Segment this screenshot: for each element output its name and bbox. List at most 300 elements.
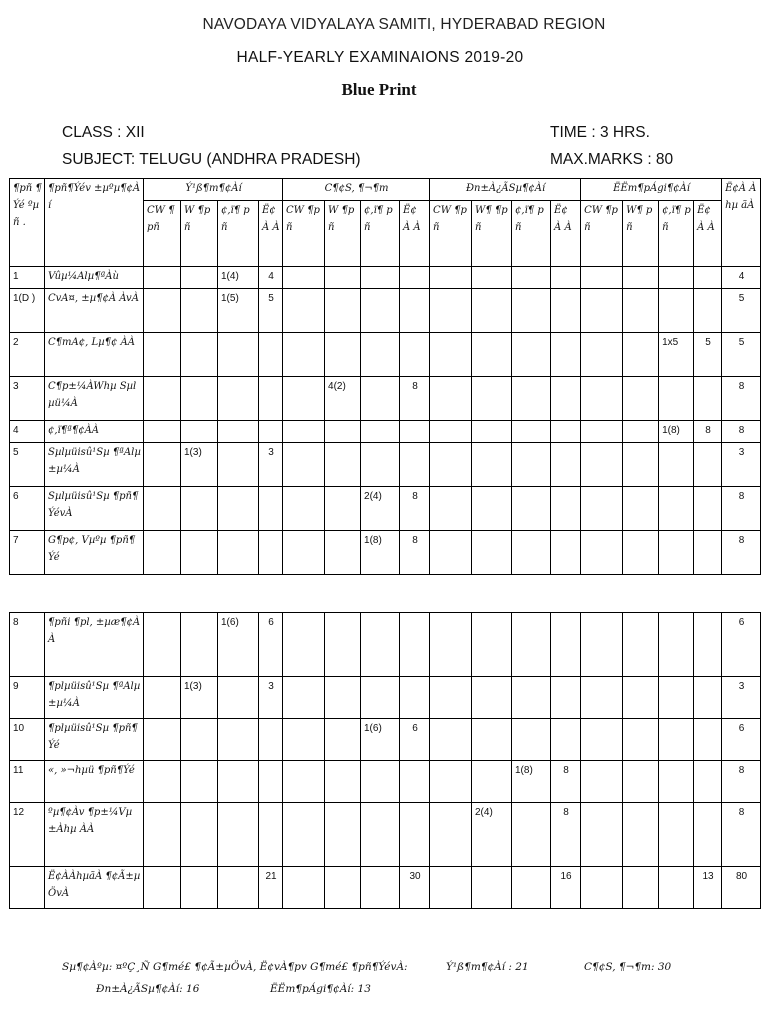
row-cell	[144, 443, 181, 487]
row-sno: 5	[10, 443, 45, 487]
row-cell	[181, 267, 218, 289]
sub-header-g4-c1: CW ¶pñ	[581, 201, 623, 267]
row-cell: 5	[259, 289, 283, 333]
row-cell	[400, 803, 430, 867]
row-unit: ºµ¶¢Àv ¶p±¼Vµ±Àhµ ÀÀ	[45, 803, 144, 867]
row-cell	[430, 421, 472, 443]
col-header-sno: ¶pñ ¶Ýé ºµñ .	[10, 179, 45, 267]
row-cell	[512, 487, 551, 531]
col-header-total: Ë¢À Àhµ ãÀ	[722, 179, 761, 267]
row-total: 3	[722, 443, 761, 487]
row-cell	[659, 761, 694, 803]
row-cell	[283, 487, 325, 531]
row-cell	[472, 421, 512, 443]
sub-header-g3-c4: Ë¢ À À	[551, 201, 581, 267]
row-cell	[400, 677, 430, 719]
row-cell	[400, 443, 430, 487]
row-cell	[430, 267, 472, 289]
row-sno: 3	[10, 377, 45, 421]
row-cell	[361, 377, 400, 421]
row-cell	[472, 487, 512, 531]
row-cell	[623, 613, 659, 677]
row-cell	[512, 531, 551, 575]
row-cell	[144, 377, 181, 421]
row-cell	[551, 613, 581, 677]
sub-header-g1-c4: Ë¢ À À	[259, 201, 283, 267]
row-cell	[472, 267, 512, 289]
row-cell	[361, 867, 400, 909]
sub-header-g2-c3: ¢,ï¶ pñ	[361, 201, 400, 267]
row-cell	[144, 267, 181, 289]
table-row	[10, 267, 761, 289]
row-cell: 13	[694, 867, 722, 909]
row-cell	[581, 531, 623, 575]
row-cell	[325, 677, 361, 719]
row-cell: 6	[400, 719, 430, 761]
row-total: 3	[722, 677, 761, 719]
row-cell	[623, 719, 659, 761]
row-cell	[259, 719, 283, 761]
row-cell: 8	[551, 761, 581, 803]
row-cell	[694, 531, 722, 575]
row-cell	[430, 333, 472, 377]
row-cell	[218, 677, 259, 719]
row-unit: CvA¤, ±µ¶¢À ÀvÀ	[45, 289, 144, 333]
row-cell	[623, 531, 659, 575]
row-cell	[472, 333, 512, 377]
row-cell	[218, 803, 259, 867]
row-cell	[472, 719, 512, 761]
blueprint-table-part2	[9, 612, 761, 909]
row-cell	[430, 531, 472, 575]
row-cell	[659, 531, 694, 575]
row-unit: Ë¢ÀÀhµãÀ ¶¢Ã±µÖvÀ	[45, 867, 144, 909]
row-cell	[400, 289, 430, 333]
row-total: 5	[722, 289, 761, 333]
row-cell	[144, 803, 181, 867]
row-sno: 12	[10, 803, 45, 867]
row-cell	[694, 487, 722, 531]
row-cell	[325, 443, 361, 487]
row-cell: 1(3)	[181, 443, 218, 487]
row-cell: 8	[400, 531, 430, 575]
footer-summary-text: Sµ¶¢Àºµ: ¤ºÇ¸Ñ G¶mé£ ¶¢Ã±µÖvÀ, Ë¢vÀ¶pv G¶mé£ ¶pñ¶ÝévÀ:	[62, 961, 408, 973]
row-cell	[181, 803, 218, 867]
row-cell	[551, 443, 581, 487]
row-cell	[259, 421, 283, 443]
row-cell	[623, 487, 659, 531]
row-total: 4	[722, 267, 761, 289]
table-row	[10, 443, 761, 487]
row-cell	[283, 719, 325, 761]
row-cell	[259, 803, 283, 867]
document-title: Blue Print	[341, 80, 417, 99]
row-cell	[430, 443, 472, 487]
row-cell	[325, 289, 361, 333]
row-cell	[659, 803, 694, 867]
row-cell: 2(4)	[361, 487, 400, 531]
row-cell	[283, 267, 325, 289]
footer-group4-total: ËËm¶pÁgi¶¢Àí: 13	[270, 983, 371, 995]
row-cell	[218, 531, 259, 575]
sub-header-g3-c1: CW ¶pñ	[430, 201, 472, 267]
row-cell	[430, 377, 472, 421]
row-cell	[623, 803, 659, 867]
row-cell	[325, 613, 361, 677]
row-cell	[551, 267, 581, 289]
row-unit: Sµlµüisû¹Sµ ¶ªAlµ±µ¼À	[45, 443, 144, 487]
row-cell: 3	[259, 677, 283, 719]
sub-header-g4-c3: ¢,ï¶ pñ	[659, 201, 694, 267]
row-cell	[694, 803, 722, 867]
row-unit: ¶plµüisû¹Sµ ¶ªAlµ±µ¼À	[45, 677, 144, 719]
row-cell	[551, 719, 581, 761]
row-total: 8	[722, 377, 761, 421]
row-cell	[472, 761, 512, 803]
row-sno: 8	[10, 613, 45, 677]
table-row	[10, 531, 761, 575]
row-cell	[551, 333, 581, 377]
table-row	[10, 421, 761, 443]
row-cell	[181, 761, 218, 803]
footer-group2-total: C¶¢S, ¶¬¶m: 30	[584, 961, 672, 973]
row-cell	[325, 267, 361, 289]
sub-header-g1-c1: CW ¶pñ	[144, 201, 181, 267]
row-cell: 3	[259, 443, 283, 487]
row-cell	[694, 267, 722, 289]
row-unit: Vûµ¼Alµ¶ªÀù	[45, 267, 144, 289]
row-total: 5	[722, 333, 761, 377]
row-unit: G¶p¢, Vµºµ ¶pñ¶Ýé	[45, 531, 144, 575]
row-cell	[581, 613, 623, 677]
row-unit: ¶pñi ¶pl, ±µæ¶¢À À	[45, 613, 144, 677]
row-cell	[551, 677, 581, 719]
row-cell	[472, 613, 512, 677]
row-cell	[659, 487, 694, 531]
class-label: CLASS : XII	[62, 124, 145, 141]
row-total: 6	[722, 719, 761, 761]
row-cell	[512, 421, 551, 443]
row-cell	[581, 267, 623, 289]
row-cell	[472, 377, 512, 421]
row-cell	[512, 443, 551, 487]
row-cell: 8	[400, 377, 430, 421]
group-header-4: ËËm¶pÁgi¶¢Àí	[581, 179, 722, 201]
row-cell: 21	[259, 867, 283, 909]
row-cell	[325, 421, 361, 443]
row-cell	[400, 761, 430, 803]
row-cell	[659, 719, 694, 761]
row-cell: 1(6)	[218, 613, 259, 677]
row-cell	[144, 867, 181, 909]
table-row	[10, 289, 761, 333]
row-cell	[325, 531, 361, 575]
row-cell	[259, 761, 283, 803]
row-cell	[623, 267, 659, 289]
row-unit: C¶p±¼ÀWhµ Sµlµü¼À	[45, 377, 144, 421]
footer-group3-total: Ðn±À¿ÃSµ¶¢Àí: 16	[96, 983, 200, 995]
row-cell	[181, 719, 218, 761]
row-cell	[512, 867, 551, 909]
row-cell	[283, 677, 325, 719]
row-cell: 1(8)	[659, 421, 694, 443]
row-cell: 1(8)	[512, 761, 551, 803]
row-cell	[659, 613, 694, 677]
row-cell	[623, 867, 659, 909]
table-row	[10, 333, 761, 377]
row-cell	[325, 487, 361, 531]
row-cell	[581, 487, 623, 531]
row-cell	[623, 421, 659, 443]
row-cell	[430, 761, 472, 803]
row-cell	[259, 377, 283, 421]
row-cell	[551, 531, 581, 575]
row-cell	[144, 761, 181, 803]
row-cell: 1(6)	[361, 719, 400, 761]
row-cell	[144, 487, 181, 531]
row-cell	[430, 677, 472, 719]
row-cell	[659, 867, 694, 909]
row-cell	[325, 803, 361, 867]
row-sno: 7	[10, 531, 45, 575]
row-cell: 16	[551, 867, 581, 909]
group-header-3: Ðn±À¿ÃSµ¶¢Àí	[430, 179, 581, 201]
table-row	[10, 761, 761, 803]
row-cell	[283, 421, 325, 443]
group-header-2: C¶¢S, ¶¬¶m	[283, 179, 430, 201]
row-sno: 1	[10, 267, 45, 289]
row-cell	[361, 613, 400, 677]
sub-header-g2-c2: W ¶p ñ	[325, 201, 361, 267]
row-cell	[259, 531, 283, 575]
row-cell: 4	[259, 267, 283, 289]
max-marks-label: MAX.MARKS : 80	[550, 151, 674, 168]
row-cell	[694, 613, 722, 677]
group-header-1: Ý¹ß¶m¶¢Àí	[144, 179, 283, 201]
row-cell	[283, 803, 325, 867]
row-cell	[400, 267, 430, 289]
row-cell	[218, 333, 259, 377]
row-cell	[472, 289, 512, 333]
subject-label: SUBJECT: TELUGU (ANDHRA PRADESH)	[62, 151, 361, 168]
row-cell: 5	[694, 333, 722, 377]
row-cell: 4(2)	[325, 377, 361, 421]
row-total: 80	[722, 867, 761, 909]
row-cell	[181, 487, 218, 531]
row-cell	[400, 333, 430, 377]
exam-title: HALF-YEARLY EXAMINAIONS 2019-20	[236, 49, 524, 66]
row-cell	[659, 267, 694, 289]
row-cell: 1(8)	[361, 531, 400, 575]
row-cell	[181, 613, 218, 677]
row-cell	[472, 867, 512, 909]
row-cell	[623, 761, 659, 803]
row-cell	[361, 677, 400, 719]
row-cell	[430, 803, 472, 867]
row-cell	[659, 677, 694, 719]
row-cell	[551, 487, 581, 531]
row-sno: 9	[10, 677, 45, 719]
row-cell	[259, 333, 283, 377]
row-cell	[623, 443, 659, 487]
row-cell	[512, 719, 551, 761]
row-cell	[361, 289, 400, 333]
table-row	[10, 803, 761, 867]
row-cell	[218, 761, 259, 803]
row-cell	[144, 421, 181, 443]
row-total: 8	[722, 761, 761, 803]
row-cell: 1(3)	[181, 677, 218, 719]
row-cell	[181, 333, 218, 377]
row-cell	[144, 613, 181, 677]
row-cell	[361, 443, 400, 487]
row-cell	[472, 531, 512, 575]
row-cell	[659, 443, 694, 487]
footer-group1-total: Ý¹ß¶m¶¢Àí : 21	[446, 961, 529, 973]
row-cell	[472, 677, 512, 719]
row-cell: 30	[400, 867, 430, 909]
table-row	[10, 487, 761, 531]
row-cell	[181, 377, 218, 421]
row-cell	[512, 803, 551, 867]
row-cell: 8	[551, 803, 581, 867]
table-row	[10, 377, 761, 421]
row-unit: ¶plµüisû¹Sµ ¶pñ¶Ýé	[45, 719, 144, 761]
row-cell	[623, 377, 659, 421]
row-cell	[283, 333, 325, 377]
row-cell	[283, 867, 325, 909]
row-unit: C¶mA¢, Lµ¶¢ ÀÀ	[45, 333, 144, 377]
row-cell	[694, 719, 722, 761]
row-cell	[430, 867, 472, 909]
row-sno: 1(D )	[10, 289, 45, 333]
row-cell	[551, 377, 581, 421]
row-cell	[259, 487, 283, 531]
row-cell	[581, 377, 623, 421]
row-cell	[218, 421, 259, 443]
row-cell: 8	[694, 421, 722, 443]
row-unit: Sµlµüisû¹Sµ ¶pñ¶ÝévÀ	[45, 487, 144, 531]
row-cell	[694, 443, 722, 487]
row-unit: ¢,ï¶ª¶¢ÀÀ	[45, 421, 144, 443]
row-cell	[144, 719, 181, 761]
row-cell	[581, 333, 623, 377]
row-total: 8	[722, 421, 761, 443]
row-sno: 11	[10, 761, 45, 803]
row-cell	[325, 719, 361, 761]
table-row	[10, 677, 761, 719]
row-cell	[581, 761, 623, 803]
row-sno: 4	[10, 421, 45, 443]
row-cell	[581, 421, 623, 443]
row-cell	[181, 421, 218, 443]
sub-header-g4-c4: Ë¢ À À	[694, 201, 722, 267]
row-total: 8	[722, 803, 761, 867]
row-cell	[400, 421, 430, 443]
row-cell	[694, 761, 722, 803]
row-cell	[512, 333, 551, 377]
table-row	[10, 719, 761, 761]
row-cell: 8	[400, 487, 430, 531]
row-cell	[400, 613, 430, 677]
row-cell	[551, 421, 581, 443]
row-cell	[694, 377, 722, 421]
row-cell	[361, 421, 400, 443]
row-sno	[10, 867, 45, 909]
row-total: 8	[722, 487, 761, 531]
row-cell	[218, 377, 259, 421]
row-cell	[430, 487, 472, 531]
blueprint-table-part1	[9, 178, 761, 575]
row-cell	[430, 719, 472, 761]
row-cell	[694, 289, 722, 333]
row-cell	[512, 377, 551, 421]
row-cell	[361, 333, 400, 377]
table-total-row	[10, 867, 761, 909]
row-cell: 1x5	[659, 333, 694, 377]
row-cell	[181, 531, 218, 575]
row-cell	[218, 487, 259, 531]
row-cell	[361, 267, 400, 289]
row-cell	[218, 867, 259, 909]
row-cell	[218, 719, 259, 761]
row-cell: 6	[259, 613, 283, 677]
row-cell	[283, 443, 325, 487]
row-total: 8	[722, 531, 761, 575]
row-total: 6	[722, 613, 761, 677]
row-cell	[283, 761, 325, 803]
row-cell	[144, 531, 181, 575]
row-cell	[181, 289, 218, 333]
row-cell	[325, 867, 361, 909]
row-cell	[659, 377, 694, 421]
row-cell	[581, 443, 623, 487]
row-cell	[430, 289, 472, 333]
row-cell	[581, 719, 623, 761]
row-cell	[623, 677, 659, 719]
row-cell	[694, 677, 722, 719]
row-cell	[218, 443, 259, 487]
sub-header-g1-c2: W ¶p ñ	[181, 201, 218, 267]
row-cell	[430, 613, 472, 677]
row-cell	[283, 289, 325, 333]
row-cell: 2(4)	[472, 803, 512, 867]
row-cell	[361, 761, 400, 803]
row-cell	[659, 289, 694, 333]
sub-header-g2-c1: CW ¶pñ	[283, 201, 325, 267]
row-cell	[144, 677, 181, 719]
row-cell	[512, 677, 551, 719]
row-cell	[472, 443, 512, 487]
row-cell	[325, 761, 361, 803]
row-cell	[551, 289, 581, 333]
row-cell	[144, 333, 181, 377]
organization-title: NAVODAYA VIDYALAYA SAMITI, HYDERABAD REGION	[202, 16, 606, 33]
col-header-unit: ¶pñ¶Ýév ±µºµ¶¢Àí	[45, 179, 144, 267]
row-cell	[283, 613, 325, 677]
row-cell	[283, 531, 325, 575]
row-sno: 10	[10, 719, 45, 761]
row-cell	[144, 289, 181, 333]
row-cell	[512, 613, 551, 677]
sub-header-g1-c3: ¢,ï¶ pñ	[218, 201, 259, 267]
row-cell	[283, 377, 325, 421]
row-cell	[512, 267, 551, 289]
row-cell: 1(5)	[218, 289, 259, 333]
row-cell	[581, 677, 623, 719]
row-sno: 2	[10, 333, 45, 377]
row-cell: 1(4)	[218, 267, 259, 289]
